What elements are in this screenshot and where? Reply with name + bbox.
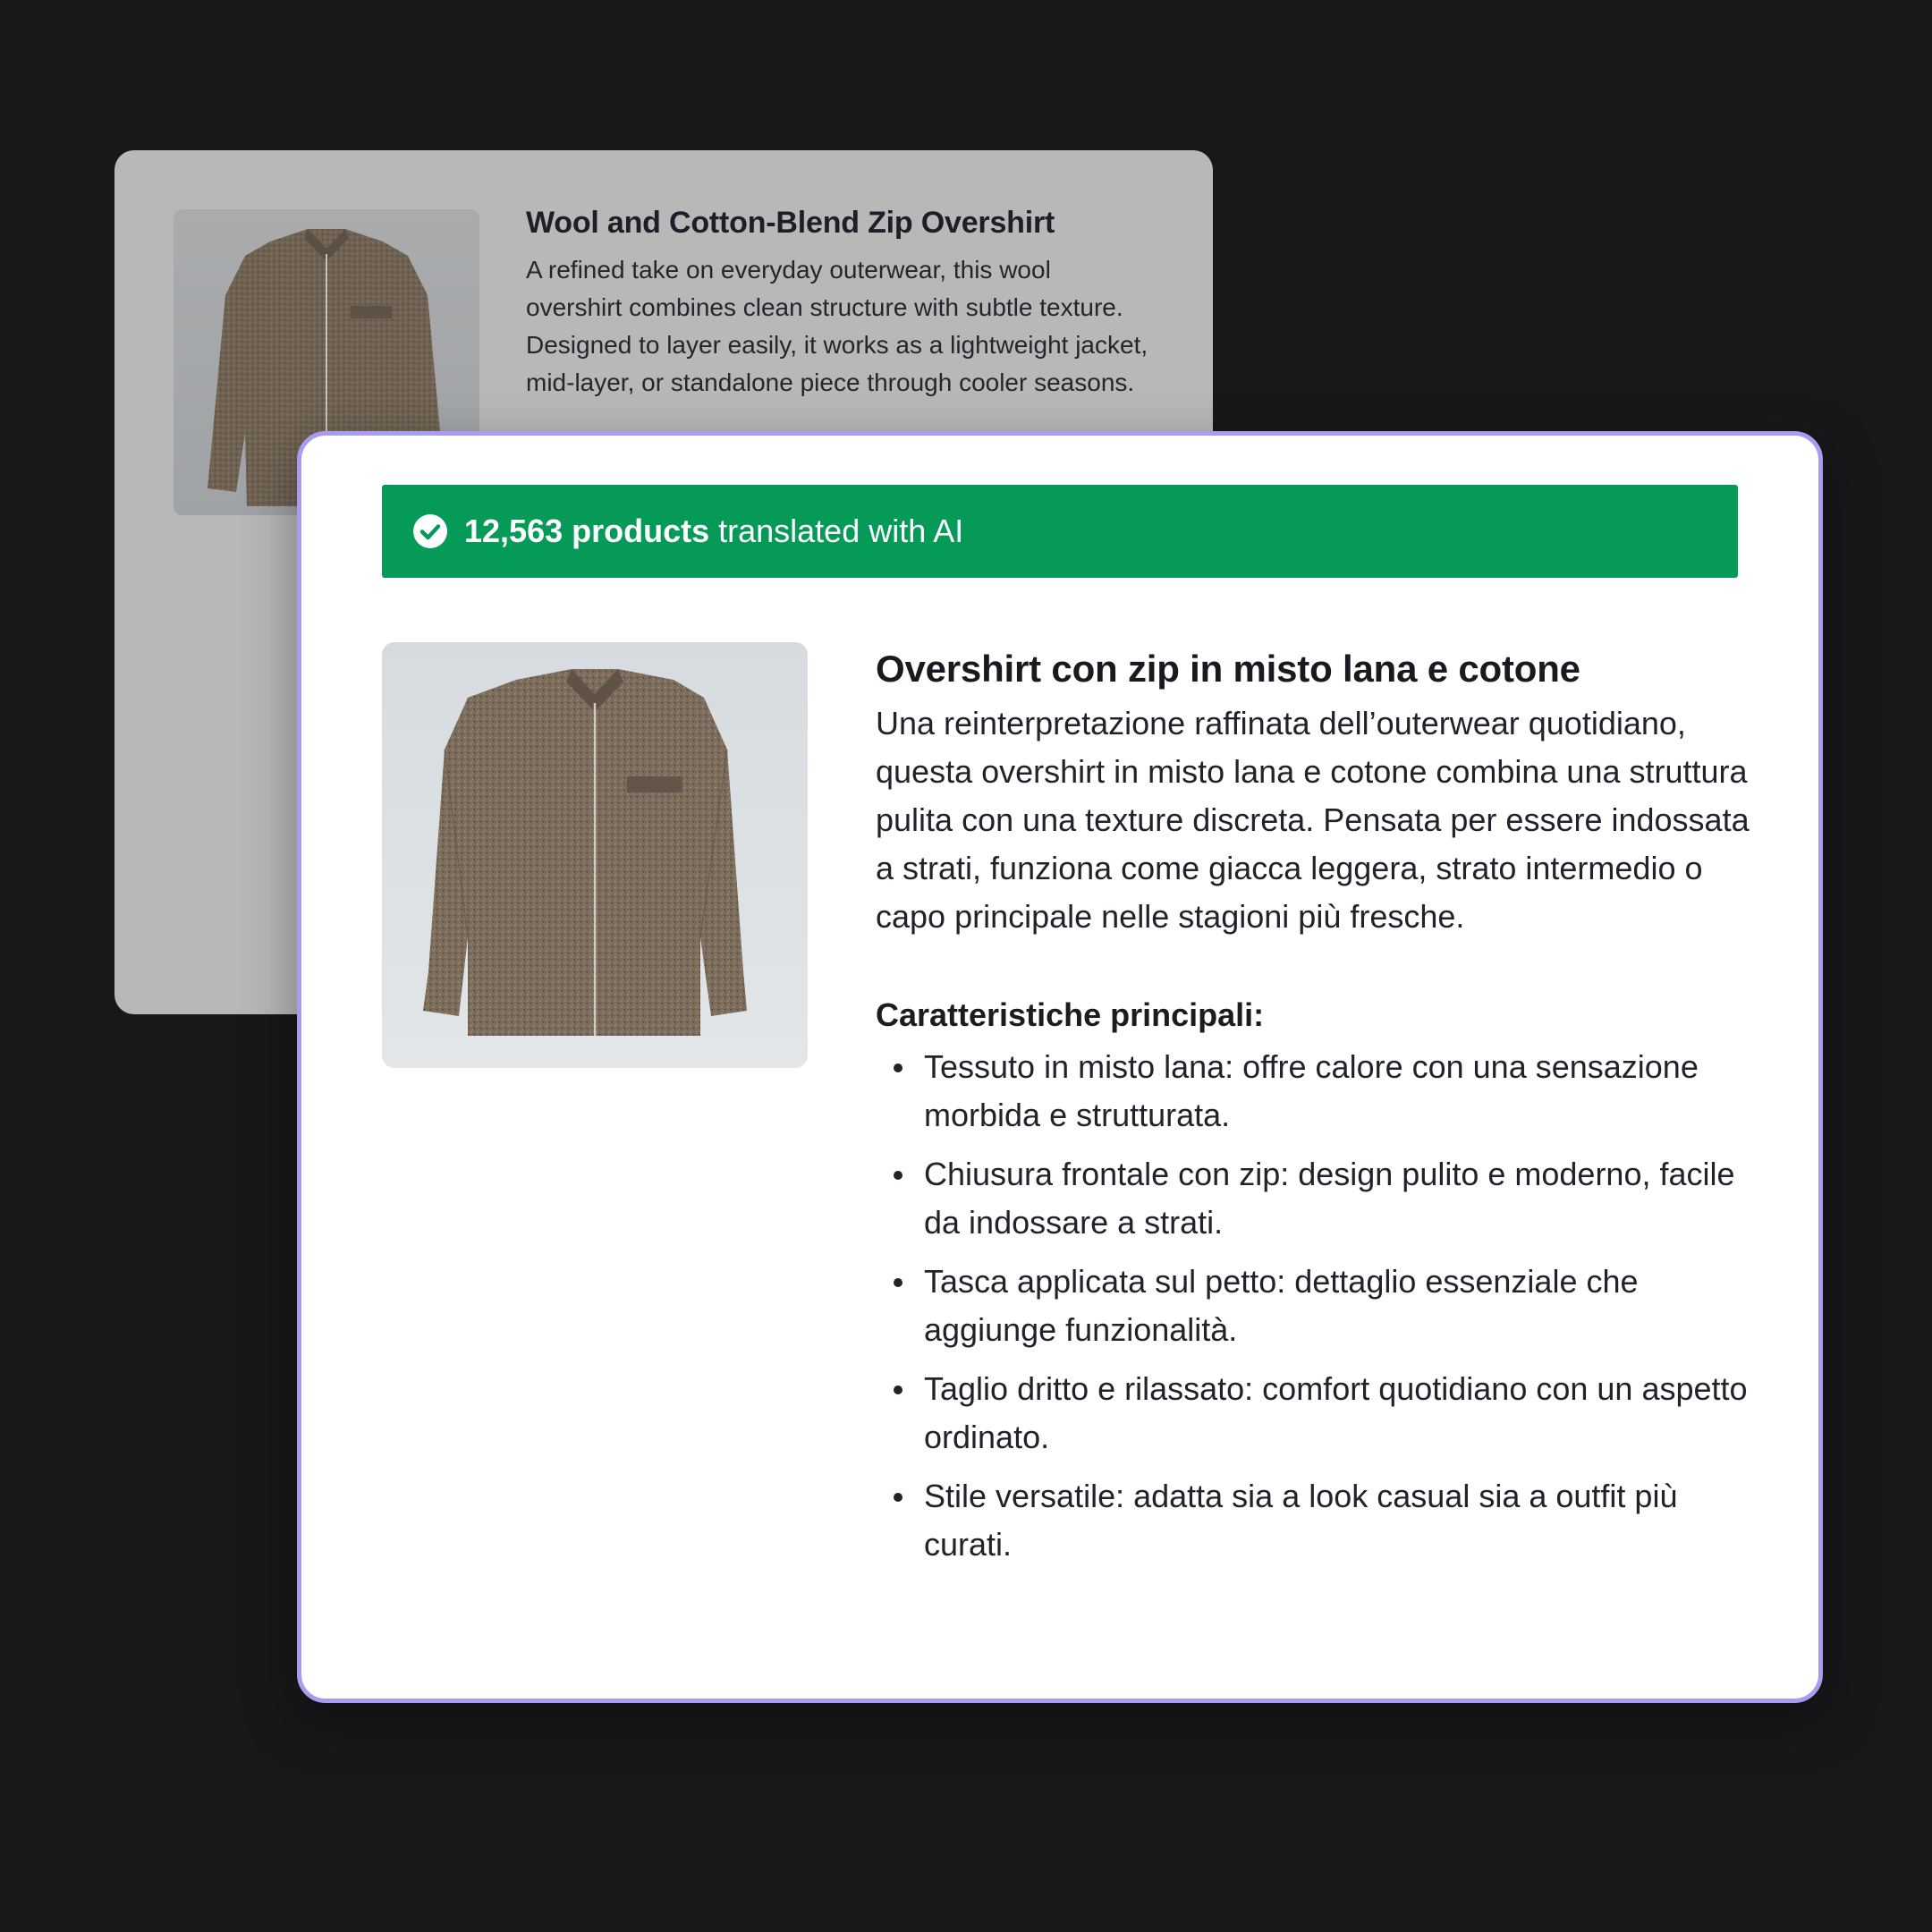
original-product-description: A refined take on everyday outerwear, this wool overshirt combines clean structure with subtle texture. Designed to layer easily, it works as a lightweight jacket, mid-layer, or standalone piece through cooler seasons.: [526, 256, 1148, 396]
translated-product-text: [876, 644, 1761, 1580]
bullet-icon: [894, 1063, 902, 1072]
feature-item: [876, 1150, 1761, 1247]
features-list: [876, 1043, 1761, 1569]
translated-product-image: [382, 642, 808, 1068]
feature-item: [876, 1258, 1761, 1354]
bullet-icon: [894, 1171, 902, 1180]
feature-text: Taglio dritto e rilassato: comfort quotidiano con un aspetto ordinato.: [924, 1370, 1748, 1455]
original-product-title: Wool and Cotton-Blend Zip Overshirt: [526, 206, 1055, 240]
translation-success-banner: [382, 485, 1738, 578]
translated-product-title: Overshirt con zip in misto lana e cotone: [876, 648, 1580, 690]
features-heading: Caratteristiche principali:: [876, 996, 1265, 1033]
translated-products-count: 12,563 products: [464, 513, 710, 549]
banner-text: translated with AI: [718, 513, 964, 549]
jacket-image: [382, 642, 808, 1068]
feature-item: [876, 1472, 1761, 1569]
feature-text: Stile versatile: adatta sia a look casual sia a outfit più curati.: [924, 1478, 1678, 1563]
feature-item: [876, 1043, 1761, 1140]
bullet-icon: [894, 1278, 902, 1287]
translated-product-description: Una reinterpretazione raffinata dell’outerwear quotidiano, questa overshirt in misto lana e cotone combina una struttura pulita con una texture discreta. Pensata per essere indossata a strati, funziona come giacca leggera, strato intermedio o capo principale nelle stagioni più fresche.: [876, 705, 1750, 935]
feature-text: Chiusura frontale con zip: design pulito e moderno, facile da indossare a strati.: [924, 1156, 1735, 1241]
check-circle-icon: [412, 513, 448, 549]
feature-item: [876, 1365, 1761, 1462]
feature-text: Tasca applicata sul petto: dettaglio essenziale che aggiunge funzionalità.: [924, 1263, 1639, 1348]
bullet-icon: [894, 1493, 902, 1502]
translated-product-card: [297, 431, 1823, 1703]
original-product-text: [526, 206, 1152, 429]
bullet-icon: [894, 1385, 902, 1394]
feature-text: Tessuto in misto lana: offre calore con una sensazione morbida e strutturata.: [924, 1048, 1699, 1133]
